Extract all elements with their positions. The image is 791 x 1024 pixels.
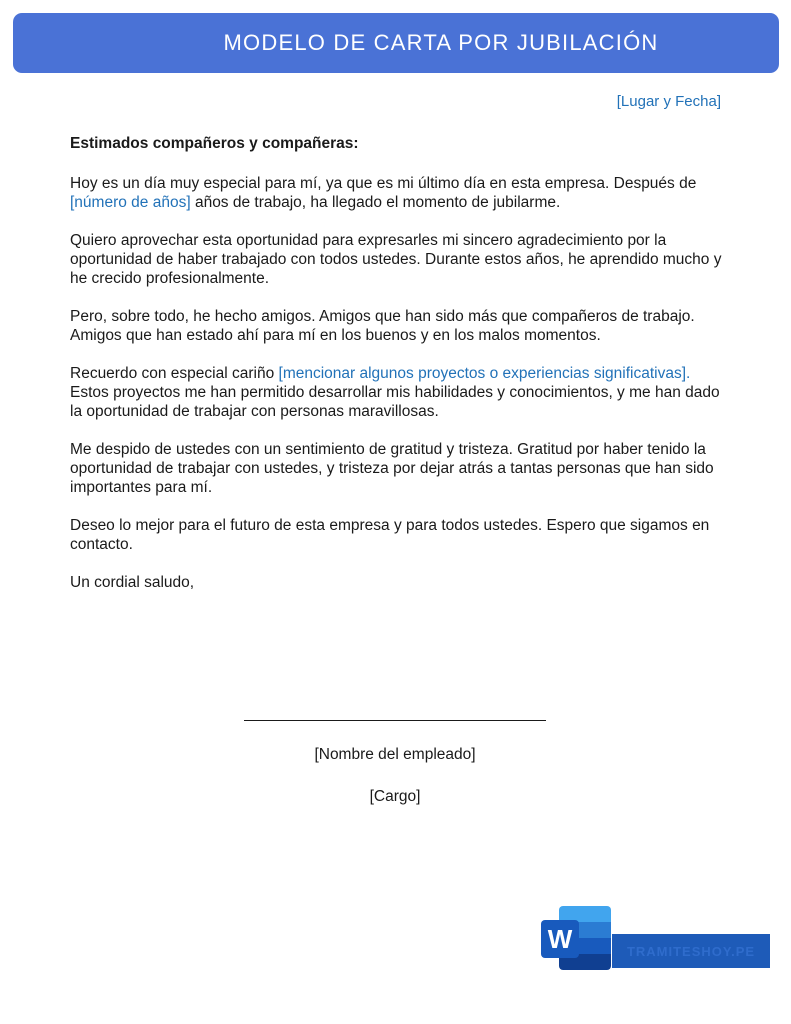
- watermark-bar: [612, 934, 770, 968]
- paragraph-1-text-a: Hoy es un día muy especial para mí, ya que es mi último día en esta empresa. Después de: [70, 175, 697, 192]
- paragraph-1: [70, 174, 725, 212]
- paragraph-4-text-a: Recuerdo con especial cariño: [70, 365, 279, 382]
- header-banner: [13, 13, 779, 73]
- place-date-placeholder: [Lugar y Fecha]: [616, 93, 721, 110]
- page-title: MODELO DE CARTA POR JUBILACIÓN: [223, 30, 659, 55]
- watermark-text: TRAMITESHOY.PE: [626, 943, 756, 959]
- years-placeholder: [número de años]: [70, 194, 191, 211]
- paragraph-1-text-b: años de trabajo, ha llegado el momento de jubilarme.: [190, 194, 561, 211]
- paragraph-2: Quiero aprovechar esta oportunidad para expresarles mi sincero agradecimiento por la oportunidad de haber trabajado con todos ustedes. Durante estos años, he aprendido mucho y he crecido profesionalmente.: [70, 232, 722, 287]
- paragraph-4: [70, 364, 725, 421]
- signature-line: [244, 720, 546, 721]
- salutation: Estimados compañeros y compañeras:: [70, 135, 359, 152]
- paragraph-3: Pero, sobre todo, he hecho amigos. Amigos que han sido más que compañeros de trabajo. Amigos que han estado ahí para mí en los buenos y en los malos momentos.: [70, 308, 695, 344]
- paragraph-5: Me despido de ustedes con un sentimiento de gratitud y tristeza. Gratitud por haber tenido la oportunidad de trabajar con ustedes, y tristeza por dejar atrás a tantas personas que han sido importantes para mí.: [70, 441, 714, 496]
- word-badge: W: [541, 920, 579, 958]
- word-icon: [541, 906, 613, 970]
- projects-placeholder: [mencionar algunos proyectos o experiencias significativas].: [278, 365, 691, 382]
- paragraph-4-text-b: Estos proyectos me han permitido desarrollar mis habilidades y conocimientos, y me han dado la oportunidad de trabajar con personas maravillosas.: [70, 384, 720, 420]
- letter-body: [70, 134, 725, 611]
- employee-name-placeholder: [Nombre del empleado]: [314, 746, 476, 763]
- employee-role-placeholder: [Cargo]: [369, 788, 421, 805]
- closing: Un cordial saludo,: [70, 574, 195, 591]
- paragraph-6: Deseo lo mejor para el futuro de esta empresa y para todos ustedes. Espero que sigamos en contacto.: [70, 517, 710, 553]
